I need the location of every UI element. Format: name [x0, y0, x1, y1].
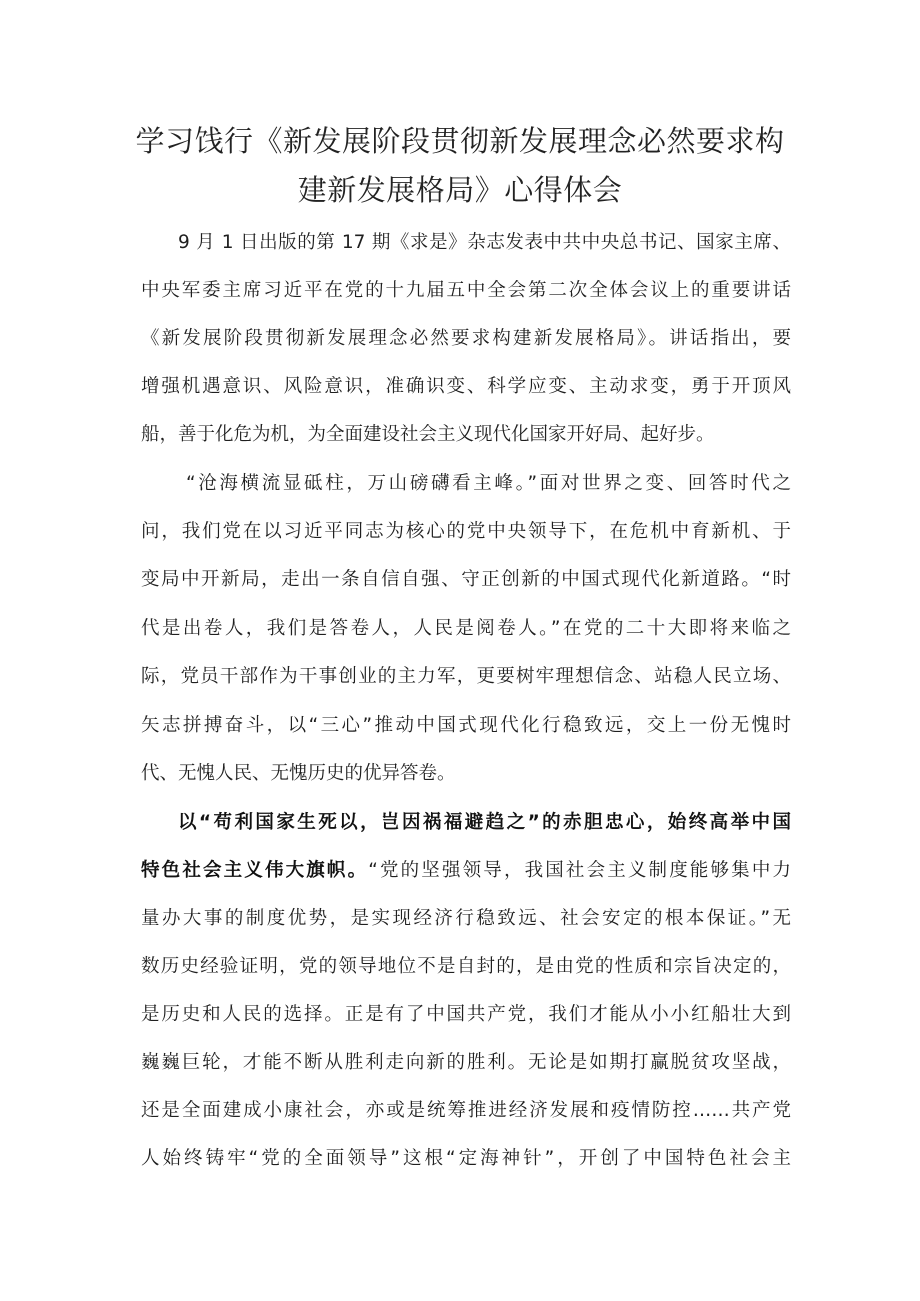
paragraph-3-bold-heading: 以“苟利国家生死以，岂因祸福避趋之”的赤胆忠心，始终高举中国	[178, 812, 791, 833]
paragraph-3-line: 数历史经验证明，党的领导地位不是自封的，是由党的性质和宗旨决定的，	[141, 956, 791, 977]
paragraph-2-line: “沧海横流显砥柱，万山磅礴看主峰。”面对世界之变、回答时代之	[186, 473, 791, 494]
paragraph-3-line-mixed	[141, 854, 791, 888]
paragraph-2-line: 变局中开新局，走出一条自信自强、守正创新的中国式现代化新道路。“时	[141, 569, 791, 590]
paragraph-3-line: 巍巍巨轮，才能不断从胜利走向新的胜利。无论是如期打赢脱贫攻坚战，	[141, 1052, 791, 1073]
paragraph-3-line: 人始终铸牢“党的全面领导”这根“定海神针”，开创了中国特色社会主	[141, 1148, 791, 1169]
paragraph-2-line: 问，我们党在以习近平同志为核心的党中央领导下，在危机中育新机、于	[141, 521, 791, 542]
paragraph-1-line: 《新发展阶段贯彻新发展理念必然要求构建新发展格局》。讲话指出，要	[141, 328, 791, 349]
paragraph-1-line: 船，善于化危为机，为全面建设社会主义现代化国家开好局、起好步。	[141, 424, 715, 445]
paragraph-2-line: 代是出卷人，我们是答卷人，人民是阅卷人。”在党的二十大即将来临之	[141, 618, 791, 639]
document-title-line-2: 建新发展格局》心得体会	[297, 173, 623, 207]
paragraph-3-bold-heading-end: 特色社会主义伟大旗帜。	[141, 860, 369, 881]
paragraph-3-line: 是历史和人民的选择。正是有了中国共产党，我们才能从小小红船壮大到	[141, 1004, 791, 1025]
document-title-line-1: 学习饯行《新发展阶段贯彻新发展理念必然要求构	[135, 124, 785, 158]
paragraph-3-line: 还是全面建成小康社会，亦或是统筹推进经济发展和疫情防控……共产党	[141, 1100, 791, 1121]
paragraph-3-line: 量办大事的制度优势，是实现经济行稳致远、社会安定的根本保证。”无	[141, 908, 791, 929]
paragraph-2-line: 际，党员干部作为干事创业的主力军，更要树牢理想信念、站稳人民立场、	[141, 666, 791, 687]
paragraph-2-line: 代、无愧人民、无愧历史的优异答卷。	[141, 763, 456, 784]
paragraph-1-line: 增强机遇意识、风险意识，准确识变、科学应变、主动求变，勇于开顶风	[141, 376, 791, 397]
paragraph-1-line: 中央军委主席习近平在党的十九届五中全会第二次全体会议上的重要讲话	[141, 280, 791, 301]
paragraph-2-line: 矢志拼搏奋斗，以“三心”推动中国式现代化行稳致远，交上一份无愧时	[141, 715, 791, 736]
paragraph-3-line-rest: “党的坚强领导，我国社会主义制度能够集中力	[368, 860, 791, 881]
paragraph-1-line: 9 月 1 日出版的第 17 期《求是》杂志发表中共中央总书记、国家主席、	[178, 232, 791, 253]
